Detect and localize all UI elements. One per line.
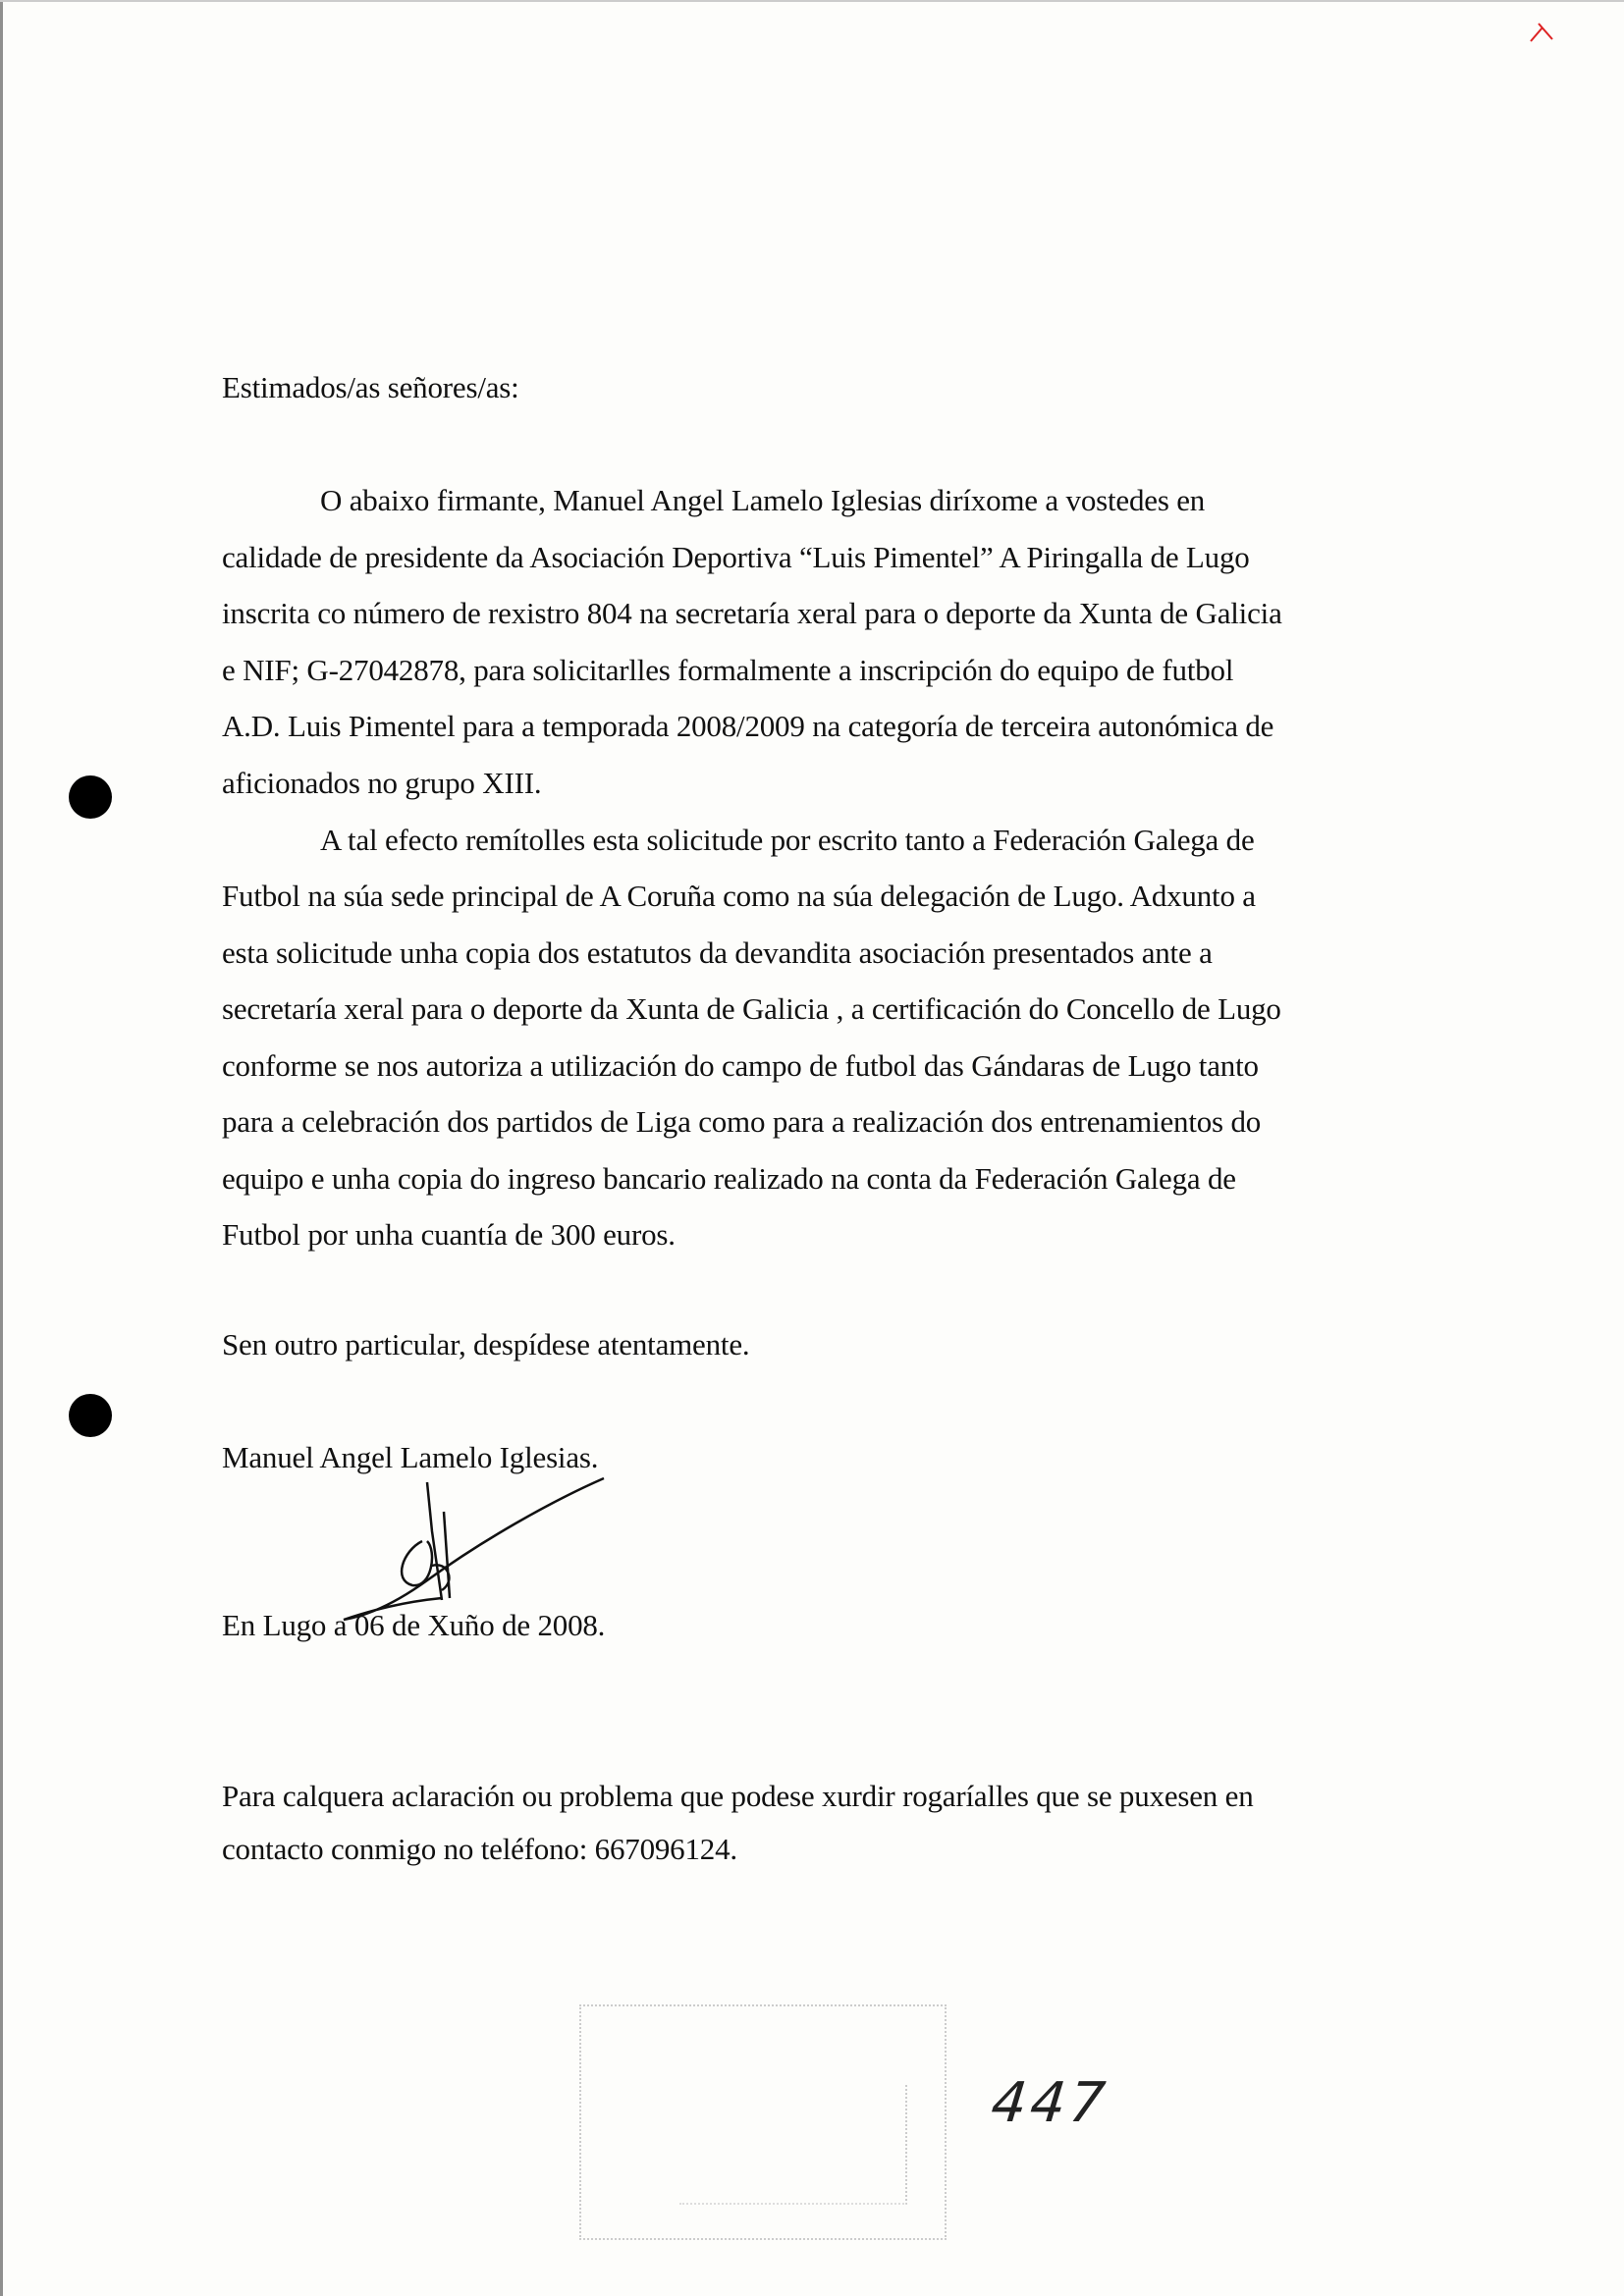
- paragraph-line: A tal efecto remítolles esta solicitude por escrito tanto a Federación Galega de: [320, 823, 1255, 857]
- contact-line: contacto conmigo no teléfono: 667096124.: [222, 1832, 737, 1866]
- punch-hole: [69, 775, 112, 819]
- paragraph-line: e NIF; G-27042878, para solicitarlles formalmente a inscripción do equipo de futbol: [222, 653, 1234, 687]
- paragraph-line: aficionados no grupo XIII.: [222, 766, 542, 800]
- paragraph-line: para a celebración dos partidos de Liga como para a realización dos entrenamientos do: [222, 1104, 1262, 1139]
- paragraph-line: secretaría xeral para o deporte da Xunta de Galicia , a certificación do Concello de Lugo: [222, 991, 1281, 1026]
- paragraph-line: A.D. Luis Pimentel para a temporada 2008/2009 na categoría de terceira autonómica de: [222, 709, 1274, 743]
- paragraph-line: O abaixo firmante, Manuel Angel Lamelo Iglesias diríxome a vostedes en: [320, 483, 1206, 517]
- paragraph-line: equipo e unha copia do ingreso bancario realizado na conta da Federación Galega de: [222, 1161, 1236, 1196]
- handwritten-page-number: 447: [988, 2071, 1112, 2135]
- contact-line: Para calquera aclaración ou problema que podese xurdir rogaríalles que se puxesen en: [222, 1779, 1254, 1813]
- punch-hole: [69, 1394, 112, 1437]
- paragraph-line: inscrita co número de rexistro 804 na secretaría xeral para o deporte da Xunta de Galicia: [222, 596, 1282, 630]
- red-check-mark-icon: [1527, 18, 1556, 47]
- paragraph-line: conforme se nos autoriza a utilización do campo de futbol das Gándaras de Lugo tanto: [222, 1048, 1259, 1083]
- faded-stamp-box: [579, 2004, 947, 2240]
- paragraph-line: esta solicitude unha copia dos estatutos da devandita asociación presentados ante a: [222, 935, 1213, 970]
- paragraph-line: Futbol na súa sede principal de A Coruña como na súa delegación de Lugo. Adxunto a: [222, 879, 1256, 913]
- scan-edge: [0, 0, 3, 2296]
- handwritten-signature: [334, 1472, 648, 1629]
- closing: Sen outro particular, despídese atentamente.: [222, 1327, 750, 1362]
- paragraph-line: calidade de presidente da Asociación Deportiva “Luis Pimentel” A Piringalla de Lugo: [222, 540, 1250, 574]
- salutation: Estimados/as señores/as:: [222, 370, 519, 404]
- signatory-name: Manuel Angel Lamelo Iglesias.: [222, 1440, 599, 1474]
- place-and-date: En Lugo a 06 de Xuño de 2008.: [222, 1608, 606, 1642]
- scan-top-edge: [0, 0, 1624, 2]
- paragraph-line: Futbol por unha cuantía de 300 euros.: [222, 1217, 676, 1252]
